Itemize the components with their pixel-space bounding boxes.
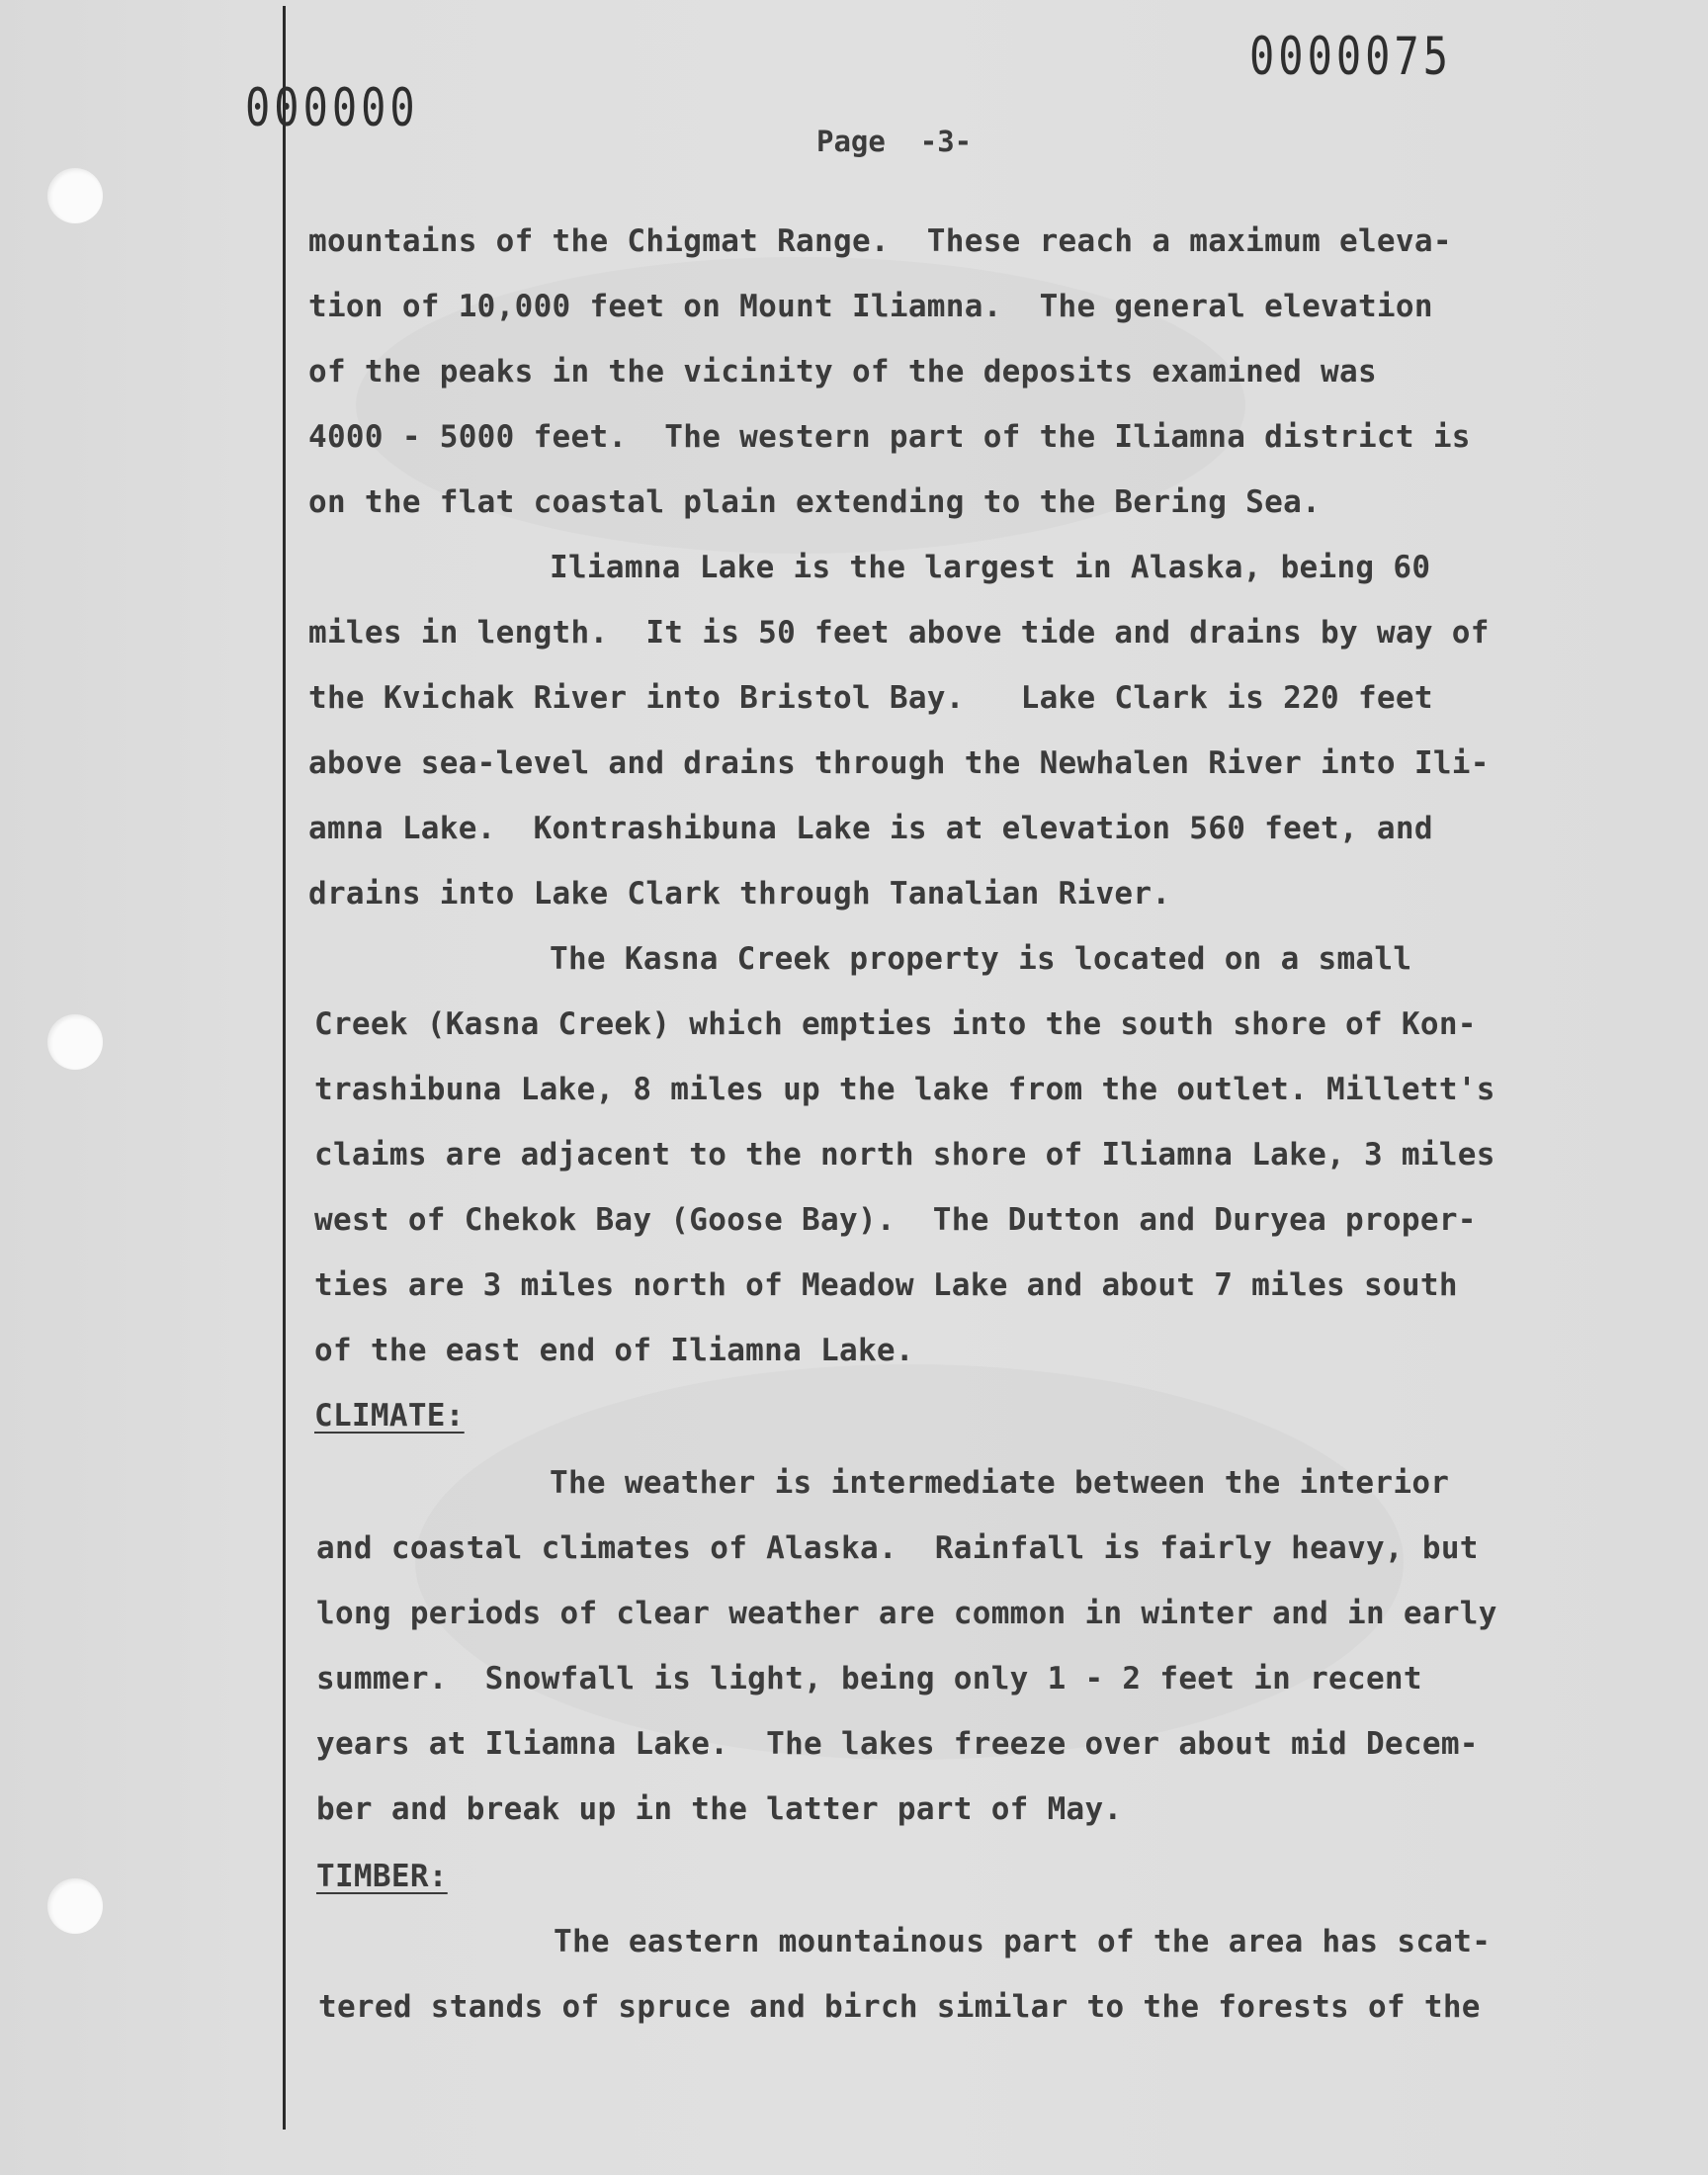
body-line: ties are 3 miles north of Meadow Lake and about 7 miles south <box>314 1267 1458 1303</box>
document-number-stamp-left: 000000 <box>245 77 419 138</box>
binder-hole <box>47 1878 103 1934</box>
document-number-stamp-right: 0000075 <box>1249 26 1453 87</box>
body-line: trashibuna Lake, 8 miles up the lake from the outlet. Millett's <box>314 1072 1495 1107</box>
body-line: above sea-level and drains through the Newhalen River into Ili- <box>308 745 1490 781</box>
body-line: tered stands of spruce and birch similar to the forests of the <box>318 1989 1481 2025</box>
body-line: Creek (Kasna Creek) which empties into the south shore of Kon- <box>314 1006 1477 1042</box>
body-line: tion of 10,000 feet on Mount Iliamna. The general elevation <box>308 289 1433 324</box>
body-line: ber and break up in the latter part of May. <box>316 1791 1123 1827</box>
body-line: and coastal climates of Alaska. Rainfall is fairly heavy, but <box>316 1530 1479 1566</box>
page-number: Page -3- <box>816 125 973 158</box>
body-line-indented: The weather is intermediate between the interior <box>550 1465 1450 1501</box>
body-line: on the flat coastal plain extending to the Bering Sea. <box>308 484 1322 520</box>
binder-hole <box>47 1014 103 1070</box>
body-line: long periods of clear weather are common in winter and in early <box>316 1596 1497 1631</box>
body-line: summer. Snowfall is light, being only 1 - 2 feet in recent <box>316 1661 1422 1696</box>
section-heading-timber: TIMBER: <box>316 1859 448 1894</box>
section-heading-climate: CLIMATE: <box>314 1398 465 1434</box>
binder-hole <box>47 168 103 223</box>
body-line: the Kvichak River into Bristol Bay. Lake Clark is 220 feet <box>308 680 1433 716</box>
body-line: 4000 - 5000 feet. The western part of the Iliamna district is <box>308 419 1471 455</box>
body-line-indented: The Kasna Creek property is located on a small <box>550 941 1412 977</box>
body-line: of the peaks in the vicinity of the deposits examined was <box>308 354 1377 390</box>
body-line: mountains of the Chigmat Range. These reach a maximum eleva- <box>308 223 1452 259</box>
body-line: years at Iliamna Lake. The lakes freeze over about mid Decem- <box>316 1726 1479 1762</box>
body-line: claims are adjacent to the north shore of Iliamna Lake, 3 miles <box>314 1137 1495 1173</box>
body-line-indented: Iliamna Lake is the largest in Alaska, being 60 <box>550 550 1431 585</box>
body-line: west of Chekok Bay (Goose Bay). The Dutton and Duryea proper- <box>314 1202 1477 1238</box>
body-line: amna Lake. Kontrashibuna Lake is at elevation 560 feet, and <box>308 811 1433 846</box>
body-line: drains into Lake Clark through Tanalian River. <box>308 876 1171 912</box>
body-line: miles in length. It is 50 feet above tide and drains by way of <box>308 615 1490 651</box>
body-line: of the east end of Iliamna Lake. <box>314 1333 914 1368</box>
margin-rule <box>283 6 286 2130</box>
body-line-indented: The eastern mountainous part of the area has scat- <box>554 1924 1492 1959</box>
